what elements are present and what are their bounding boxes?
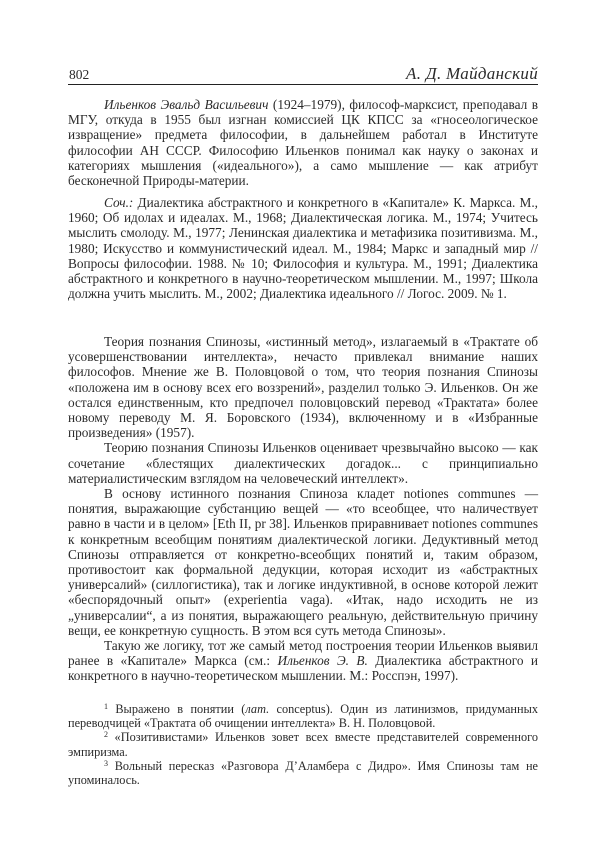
page-header — [68, 64, 538, 85]
footnote-2 — [68, 730, 538, 758]
footnote-marker: 2 — [104, 730, 108, 740]
person-name: Ильенков Эвальд Васильевич — [104, 97, 269, 112]
footnote-marker: 3 — [104, 758, 108, 768]
footnote-1 — [68, 702, 538, 730]
footnote-text: Вольный пересказ «Разговора Д’Аламбера с Дидро». Имя Спинозы там не упоминалось. — [68, 758, 538, 788]
works-list — [68, 195, 538, 301]
biography-paragraph — [68, 97, 538, 188]
footnotes — [68, 702, 538, 787]
paragraph-4-text-end: Диалектика абстрактного и конкретного в научно-теоретическом мышлении. М.: Росспэн, 1997). — [68, 653, 538, 684]
main-text — [68, 334, 538, 684]
page-number: 802 — [69, 67, 90, 82]
footnote-marker: 1 — [104, 702, 108, 711]
footnote-text-end: conceptus). Один из латинизмов, придуманных переводчицей «Трактата об очищении интеллекта» В. Н. Половцовой. — [68, 702, 539, 731]
paragraph-1: Теория познания Спинозы, «истинный метод», излагаемый в «Трактате об усовершенствовании интеллекта», нечасто привлекал внимание наших философов. Мнение же В. Половцовой о том, что теория познания Спинозы «положена им в основу всех его воззрений», разделил только Э. Ильенков. Он же остался единственным, кто предпочел половцовский перевод «Трактата» более новому переводу М. Я. Боровского (1934), включенному и в «Избранные произведения» (1957). — [68, 334, 538, 441]
biography-text: (1924–1979), философ-марксист, преподавал в МГУ, откуда в 1955 был изгнан комиссией ЦК КПСС за «гносеологическое извращение» предмета философии, в дальнейшем работал в Институте философии АН СССР. Философию Ильенков понимал как науку о законах и категориях мышления («идеального»), а само мышление — как атрибут бесконечной Природы-материи. — [68, 97, 538, 189]
works-label: Соч.: — [104, 195, 134, 210]
paragraph-4-text: Такую же логику, тот же самый метод построения теории Ильенков выявил ранее в «Капитале» Маркса (см.: — [68, 638, 538, 669]
footnote-abbrev: лат. — [245, 702, 270, 716]
paragraph-3: В основу истинного познания Спиноза кладет notiones communes — понятия, выражающие субстанцию вещей — «то всеобщее, что наличествует равно в части и в целом» [Eth II, pr 38]. Ильенков приравнивает notiones communes к конкретным всеобщим понятиям диалектической логики. Дедуктивный метод Спинозы отправляется от конкретно-всеобщих понятий и, таким образом, противостоит как формальной дедукции, которая исходит из «абстрактных универсалий» (силлогистика), так и логике индуктивной, в основе которой лежит «беспорядочный опыт» (experientia vaga). «Итак, надо исходить не из „универсалии“, а из понятия, выражающего реальную, действительную причину вещи, ее конкретную сущность. В этом вся суть метода Спинозы». — [68, 486, 538, 638]
footnote-text: Выражено в понятии ( — [108, 702, 246, 716]
paragraph-2: Теорию познания Спинозы Ильенков оценивает чрезвычайно высоко — как сочетание «блестящих диалектических догадок... с принципиально материалистическим взглядом на человеческий интеллект». — [68, 440, 538, 486]
footnote-text: «Позитивистами» Ильенков зовет всех вместе представителей современного эмпиризма. — [68, 730, 538, 759]
works-text: Диалектика абстрактного и конкретного в «Капитале» К. Маркса. М., 1960; Об идолах и идеалах. М., 1968; Диалектическая логика. М., 1974; Учитесь мыслить смолоду. М., 1977; Ленинская диалектика и метафизика позитивизма. М., 1980; Искусство и коммунистический идеал. М., 1984; Маркс и западный мир // Вопросы философии. 1988. № 10; Философия и культура. М., 1991; Диалектика абстрактного и конкретного в научно-теоретическом мышлении. М., 1997; Школа должна учить мыслить. М., 2002; Диалектика идеального // Логос. 2009. № 1. — [68, 195, 538, 302]
running-head-author: А. Д. Майданский — [406, 64, 538, 83]
paragraph-4 — [68, 638, 538, 684]
cited-author: Ильенков Э. В. — [277, 653, 368, 669]
biography-entry — [68, 97, 538, 188]
footnote-3 — [68, 759, 538, 787]
works-paragraph — [68, 195, 538, 301]
